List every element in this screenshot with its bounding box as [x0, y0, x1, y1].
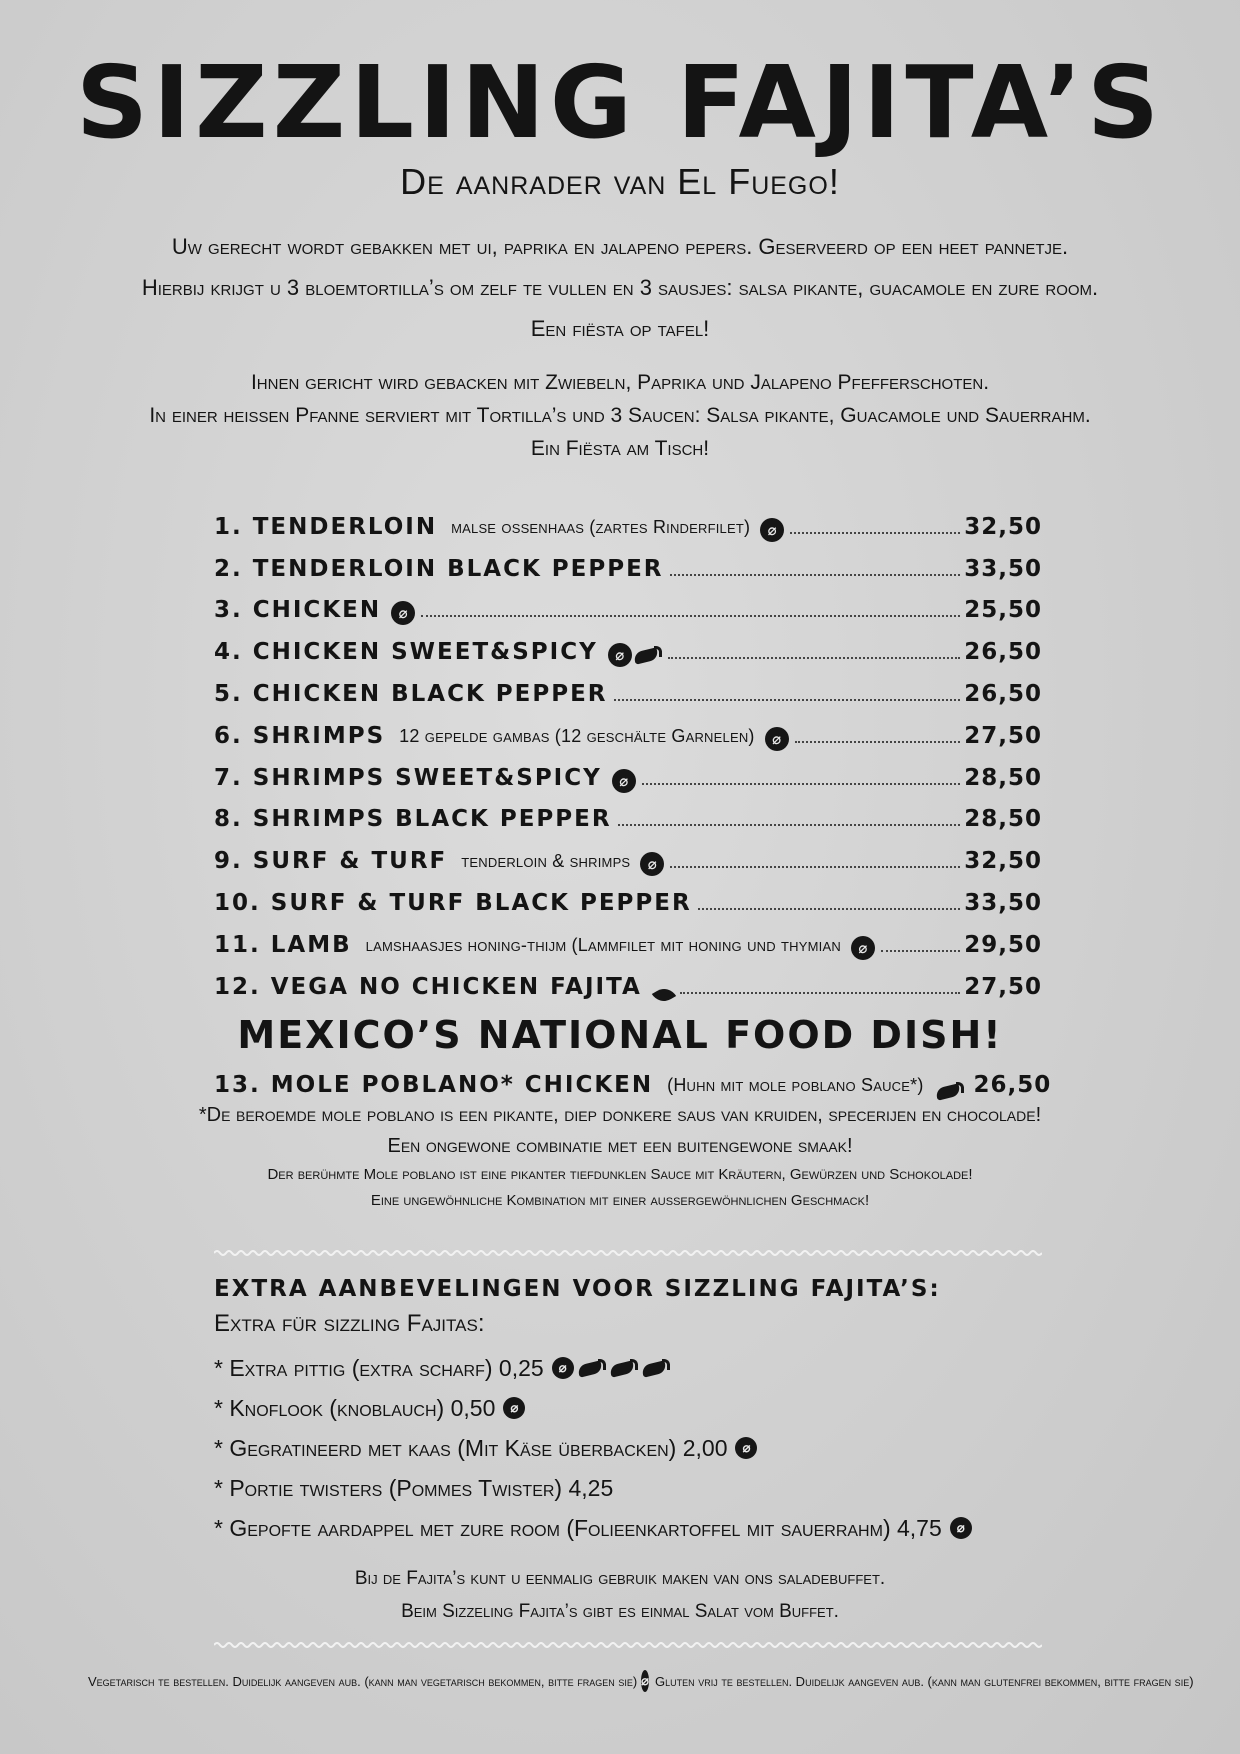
dish-price: 28,50 — [964, 806, 1042, 833]
extra-item — [214, 1428, 1042, 1468]
dish-name: 6. SHRIMPS — [214, 722, 386, 749]
intro-line: Een fiësta op tafel! — [530, 316, 710, 341]
note-line: Een ongewone combinatie met een buitengewone smaak! — [387, 1135, 853, 1157]
dot-leader — [421, 614, 960, 617]
dish-name: 7. SHRIMPS SWEET&SPICY — [214, 764, 602, 791]
menu-item — [214, 625, 1042, 667]
intro-dutch — [0, 226, 1240, 349]
gluten-free-icon: ⌀ — [608, 643, 632, 667]
menu-item — [214, 834, 1042, 876]
extra-icons — [950, 1517, 972, 1539]
dot-leader — [670, 865, 960, 868]
extra-text: * Knoflook (knoblauch) 0,50 — [214, 1394, 496, 1421]
chili-icon — [576, 1359, 606, 1377]
dish-name: 8. SHRIMPS BLACK PEPPER — [214, 806, 612, 833]
chili-icon — [608, 1359, 638, 1377]
dot-leader — [642, 782, 960, 785]
menu-item — [214, 793, 1042, 835]
gluten-free-icon: ⌀ — [851, 936, 875, 960]
dish-price: 27,50 — [964, 722, 1042, 749]
dish-price: 29,50 — [964, 931, 1042, 958]
dish-price: 25,50 — [964, 597, 1042, 624]
dot-leader — [698, 907, 961, 910]
dish-description: tenderloin & shrimps — [461, 851, 631, 872]
dish-name: 2. TENDERLOIN BLACK PEPPER — [214, 555, 664, 582]
menu-item — [214, 709, 1042, 751]
dot-leader — [795, 740, 961, 743]
legend-vegetarian: Vegetarisch te bestellen. Duidelijk aangeven aub. (kann man vegetarisch bekommen, bitte fragen sie) — [88, 1673, 638, 1689]
menu-item — [214, 1058, 1052, 1100]
special-dish — [214, 1058, 1052, 1100]
extra-item — [214, 1348, 1042, 1388]
gluten-free-icon: ⌀ — [735, 1437, 757, 1459]
extra-text: * Gepofte aardappel met zure room (Folieenkartoffel mit sauerrahm) 4,75 — [214, 1514, 942, 1541]
extras-subheading: Extra für sizzling Fajitas: — [214, 1310, 485, 1337]
menu-item — [214, 500, 1042, 542]
wave-divider — [214, 1248, 1042, 1258]
gluten-free-icon: ⌀ — [760, 518, 784, 542]
extra-icons — [735, 1437, 757, 1459]
gluten-free-icon: ⌀ — [641, 1670, 649, 1692]
page-subtitle: De aanrader van El Fuego! — [400, 161, 840, 202]
dot-leader — [668, 656, 961, 659]
dish-price: 27,50 — [964, 973, 1042, 1000]
leaf-icon — [652, 984, 676, 1006]
note-line: Eine ungewöhnliche Kombination mit einer außergewöhnlichen Geschmack! — [370, 1192, 870, 1209]
dish-icons — [760, 518, 784, 542]
extra-item — [214, 1508, 1042, 1548]
dish-price: 26,50 — [964, 639, 1042, 666]
dot-leader — [790, 531, 960, 534]
dish-description: lamshaasjes honing-thijm (Lammfilet mit honing und thymian — [365, 934, 841, 955]
dish-icons — [640, 852, 664, 876]
chili-icon — [934, 1082, 964, 1100]
dish-price: 26,50 — [973, 1071, 1052, 1098]
dot-leader — [614, 698, 961, 701]
dish-icons — [608, 643, 662, 667]
note-line: Der berühmte Mole poblano ist eine pikanter tiefdunklen Sauce mit Kräutern, Gewürzen und Schokolade! — [267, 1166, 973, 1183]
intro-line: Uw gerecht wordt gebakken met ui, paprika en jalapeno pepers. Geserveerd op een heet pannetje. — [171, 234, 1069, 259]
extras-list — [214, 1348, 1042, 1548]
menu-item — [214, 542, 1042, 584]
menu-item — [214, 918, 1042, 960]
intro-line: In einer heißen Pfanne serviert mit Tortilla’s und 3 Saucen: Salsa pikante, Guacamole und Sauerrahm. — [149, 404, 1091, 427]
gluten-free-icon: ⌀ — [765, 727, 789, 751]
dish-price: 33,50 — [964, 889, 1042, 916]
dish-name: 5. CHICKEN BLACK PEPPER — [214, 680, 608, 707]
extra-text: * Gegratineerd met kaas (Mit Käse überbacken) 2,00 — [214, 1434, 728, 1461]
dish-price: 32,50 — [964, 513, 1042, 540]
menu-item — [214, 876, 1042, 918]
intro-line: Hierbij krijgt u 3 bloemtortilla’s om zelf te vullen en 3 sausjes: salsa pikante, guacamole en zure room. — [141, 275, 1099, 300]
extra-icons — [503, 1397, 525, 1419]
menu-item — [214, 960, 1042, 1002]
menu-item — [214, 584, 1042, 626]
legend-gluten-free: Gluten vrij te bestellen. Duidelijk aangeven aub. (kann man glutenfrei bekommen, bitte fragen sie) — [654, 1673, 1194, 1689]
intro-german — [0, 366, 1240, 465]
dot-leader — [618, 823, 961, 826]
extra-item — [214, 1468, 1042, 1508]
extra-item — [214, 1388, 1042, 1428]
dot-leader — [881, 949, 960, 952]
gluten-free-icon: ⌀ — [950, 1517, 972, 1539]
dish-price: 32,50 — [964, 848, 1042, 875]
special-note — [0, 1100, 1240, 1214]
dish-icons — [612, 769, 636, 793]
intro-line: Ihnen gericht wird gebacken mit Zwiebeln, Paprika und Jalapeno Pfefferschoten. — [250, 371, 990, 394]
dish-name: 4. CHICKEN SWEET&SPICY — [214, 639, 598, 666]
dish-name: 9. SURF & TURF — [214, 848, 448, 875]
extra-text: * Extra pittig (extra scharf) 0,25 — [214, 1354, 544, 1381]
dish-description: malse ossenhaas (zartes Rinderfilet) — [451, 516, 751, 537]
wave-divider — [214, 1640, 1042, 1650]
buffet-line: Beim Sizzeling Fajita’s gibt es einmal Salat vom Buffet. — [401, 1601, 839, 1622]
dish-name: 13. MOLE POBLANO* CHICKEN — [214, 1071, 654, 1098]
dish-name: 11. LAMB — [214, 931, 352, 958]
dish-icons — [765, 727, 789, 751]
dish-name: 1. TENDERLOIN — [214, 513, 438, 540]
chili-icon — [640, 1359, 670, 1377]
gluten-free-icon: ⌀ — [503, 1397, 525, 1419]
menu-item — [214, 751, 1042, 793]
menu-item — [214, 667, 1042, 709]
dish-icons — [391, 601, 415, 625]
gluten-free-icon: ⌀ — [612, 769, 636, 793]
gluten-free-icon: ⌀ — [640, 852, 664, 876]
dish-name: 12. VEGA NO CHICKEN FAJITA — [214, 973, 642, 1000]
dot-leader — [680, 991, 960, 994]
dish-price: 28,50 — [964, 764, 1042, 791]
fajita-menu-list — [214, 500, 1042, 1002]
dish-icons — [652, 988, 674, 1002]
chili-icon — [632, 646, 662, 664]
national-dish-heading: MEXICO’S NATIONAL FOOD DISH! — [237, 1013, 1003, 1057]
gluten-free-icon: ⌀ — [391, 601, 415, 625]
dish-name: 3. CHICKEN — [214, 597, 382, 624]
dish-price: 26,50 — [964, 680, 1042, 707]
extra-text: * Portie twisters (Pommes Twister) 4,25 — [214, 1474, 614, 1501]
dish-description: 12 gepelde gambas (12 geschälte Garnelen) — [399, 725, 755, 746]
leaf-icon — [79, 1675, 86, 1687]
dish-icons — [851, 936, 875, 960]
note-line: *De beroemde mole poblano is een pikante, diep donkere saus van kruiden, specerijen en chocolade! — [198, 1104, 1042, 1126]
dish-description: (Huhn mit mole poblano Sauce*) — [667, 1074, 924, 1095]
intro-line: Ein Fiësta am Tisch! — [530, 437, 710, 460]
dish-name: 10. SURF & TURF BLACK PEPPER — [214, 889, 692, 916]
dish-icons — [934, 1082, 964, 1100]
page-title: SIZZLING FAJITA’S — [75, 44, 1165, 161]
buffet-line: Bij de Fajita’s kunt u eenmalig gebruik maken van ons saladebuffet. — [354, 1568, 886, 1589]
dot-leader — [670, 573, 961, 576]
extras-heading: EXTRA AANBEVELINGEN VOOR SIZZLING FAJITA’S: — [214, 1276, 941, 1302]
dish-price: 33,50 — [964, 555, 1042, 582]
gluten-free-icon: ⌀ — [552, 1357, 574, 1379]
extra-icons — [552, 1357, 670, 1379]
buffet-note — [0, 1562, 1240, 1628]
icon-legend — [80, 1670, 1194, 1692]
